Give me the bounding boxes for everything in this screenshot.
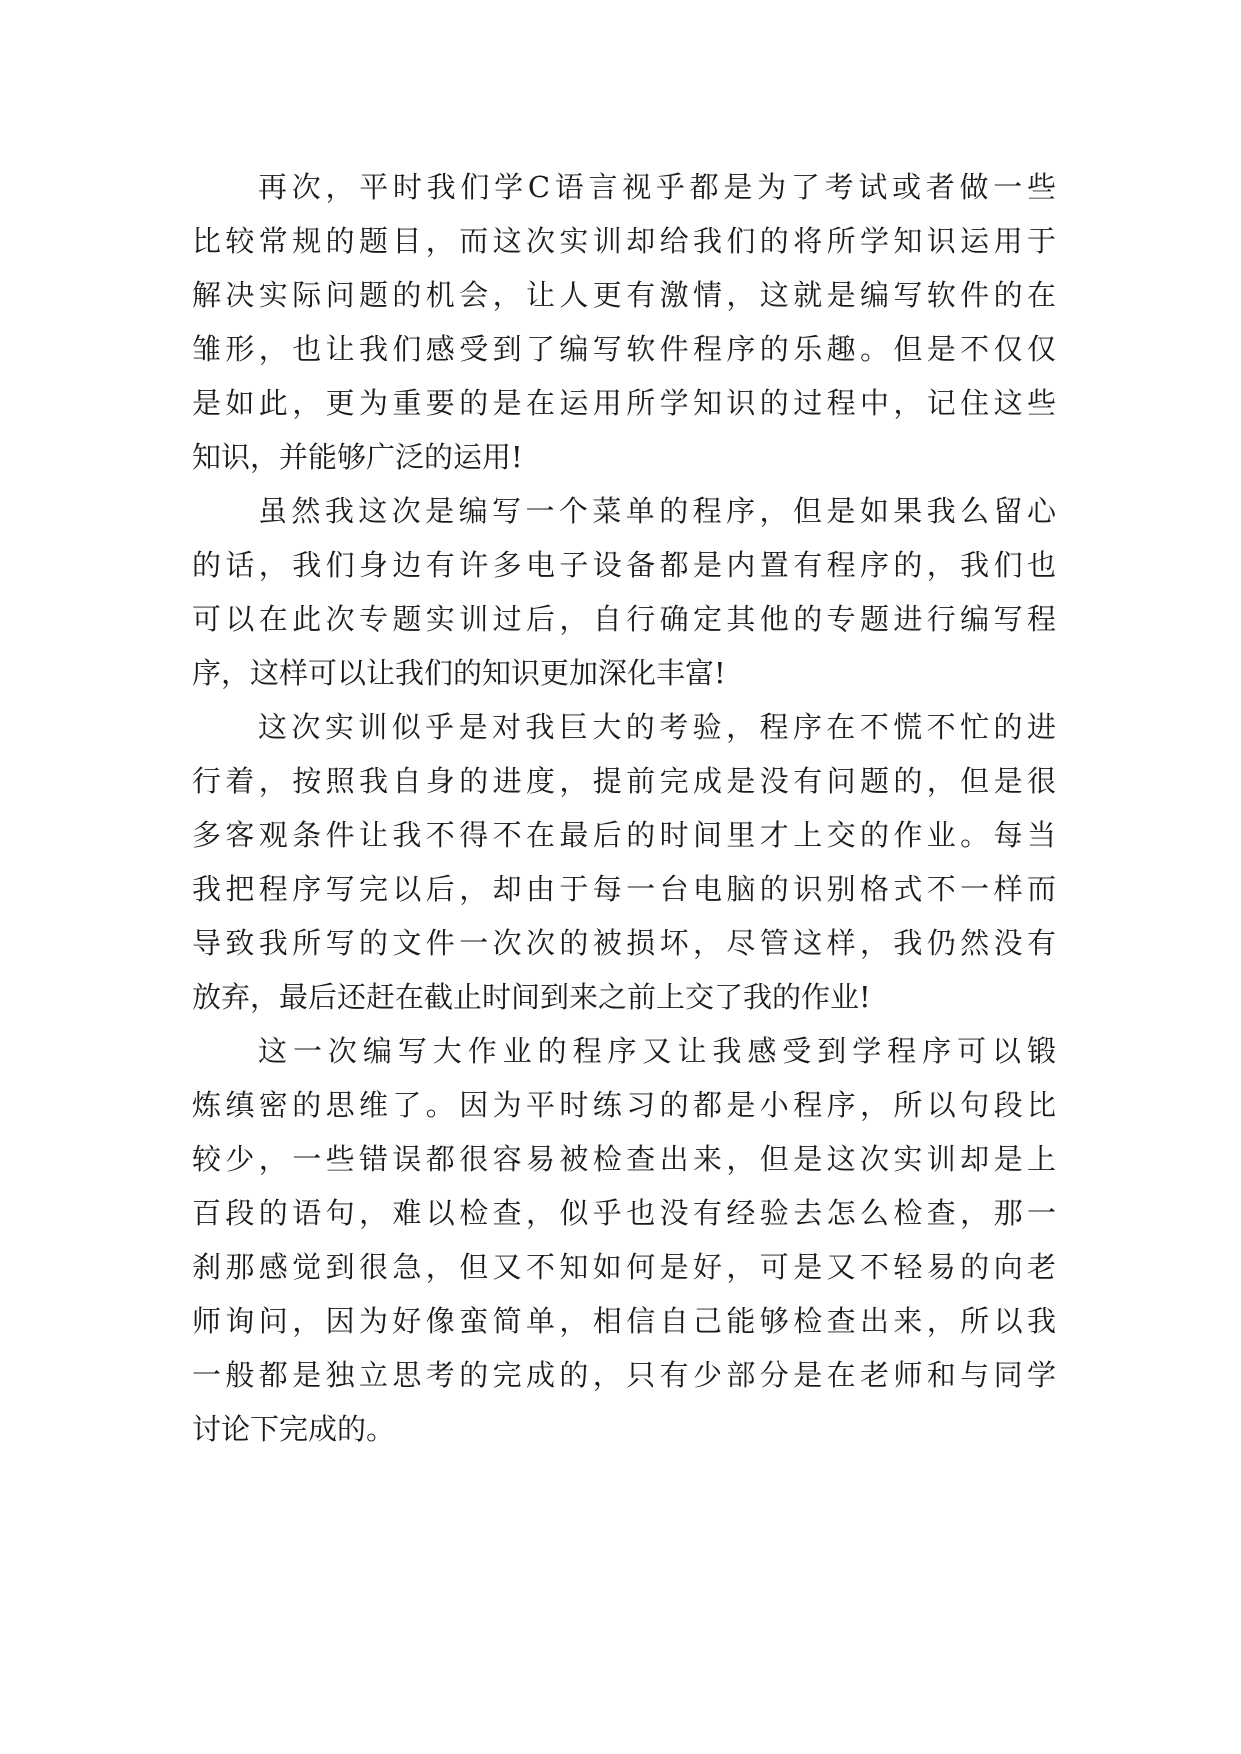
paragraph-line: 是如此，更为重要的是在运用所学知识的过程中，记住这些 — [192, 386, 1056, 420]
paragraph-line: 这次实训似乎是对我巨大的考验，程序在不慌不忙的进 — [258, 710, 1056, 744]
paragraph-line: 序，这样可以让我们的知识更加深化丰富! — [192, 656, 726, 690]
paragraph-4 — [192, 1024, 1056, 1456]
paragraph-2 — [192, 484, 1056, 700]
paragraph-line: 一般都是独立思考的完成的，只有少部分是在老师和与同学 — [192, 1358, 1056, 1392]
paragraph-line: 虽然我这次是编写一个菜单的程序，但是如果我么留心 — [258, 494, 1056, 528]
paragraph-line: 刹那感觉到很急，但又不知如何是好，可是又不轻易的向老 — [192, 1250, 1056, 1284]
paragraph-line: 导致我所写的文件一次次的被损坏，尽管这样，我仍然没有 — [192, 926, 1056, 960]
paragraph-line: 较少，一些错误都很容易被检查出来，但是这次实训却是上 — [192, 1142, 1056, 1176]
paragraph-line: 多客观条件让我不得不在最后的时间里才上交的作业。每当 — [192, 818, 1056, 852]
paragraph-line: 我把程序写完以后，却由于每一台电脑的识别格式不一样而 — [192, 872, 1056, 906]
paragraph-3 — [192, 700, 1056, 1024]
paragraph-line: 这一次编写大作业的程序又让我感受到学程序可以锻 — [258, 1034, 1056, 1068]
paragraph-line: 解决实际问题的机会，让人更有激情，这就是编写软件的在 — [192, 278, 1056, 312]
paragraph-line: 的话，我们身边有许多电子设备都是内置有程序的，我们也 — [192, 548, 1056, 582]
paragraph-line: 师询问，因为好像蛮简单，相信自己能够检查出来，所以我 — [192, 1304, 1056, 1338]
paragraph-1 — [192, 160, 1056, 484]
paragraph-line: 雏形，也让我们感受到了编写软件程序的乐趣。但是不仅仅 — [192, 332, 1056, 366]
paragraph-line: 讨论下完成的。 — [192, 1412, 396, 1446]
paragraph-line: 知识，并能够广泛的运用! — [192, 440, 523, 474]
paragraph-line: 可以在此次专题实训过后，自行确定其他的专题进行编写程 — [192, 602, 1056, 636]
paragraph-line: 炼缜密的思维了。因为平时练习的都是小程序，所以句段比 — [192, 1088, 1056, 1122]
paragraph-line: 比较常规的题目，而这次实训却给我们的将所学知识运用于 — [192, 224, 1056, 258]
body-text — [192, 160, 1056, 1456]
paragraph-line: 行着，按照我自身的进度，提前完成是没有问题的，但是很 — [192, 764, 1056, 798]
paragraph-line: 放弃，最后还赶在截止时间到来之前上交了我的作业! — [192, 980, 871, 1014]
paragraph-line: 百段的语句，难以检查，似乎也没有经验去怎么检查，那一 — [192, 1196, 1056, 1230]
paragraph-line: 再次，平时我们学C语言视乎都是为了考试或者做一些 — [258, 170, 1056, 204]
